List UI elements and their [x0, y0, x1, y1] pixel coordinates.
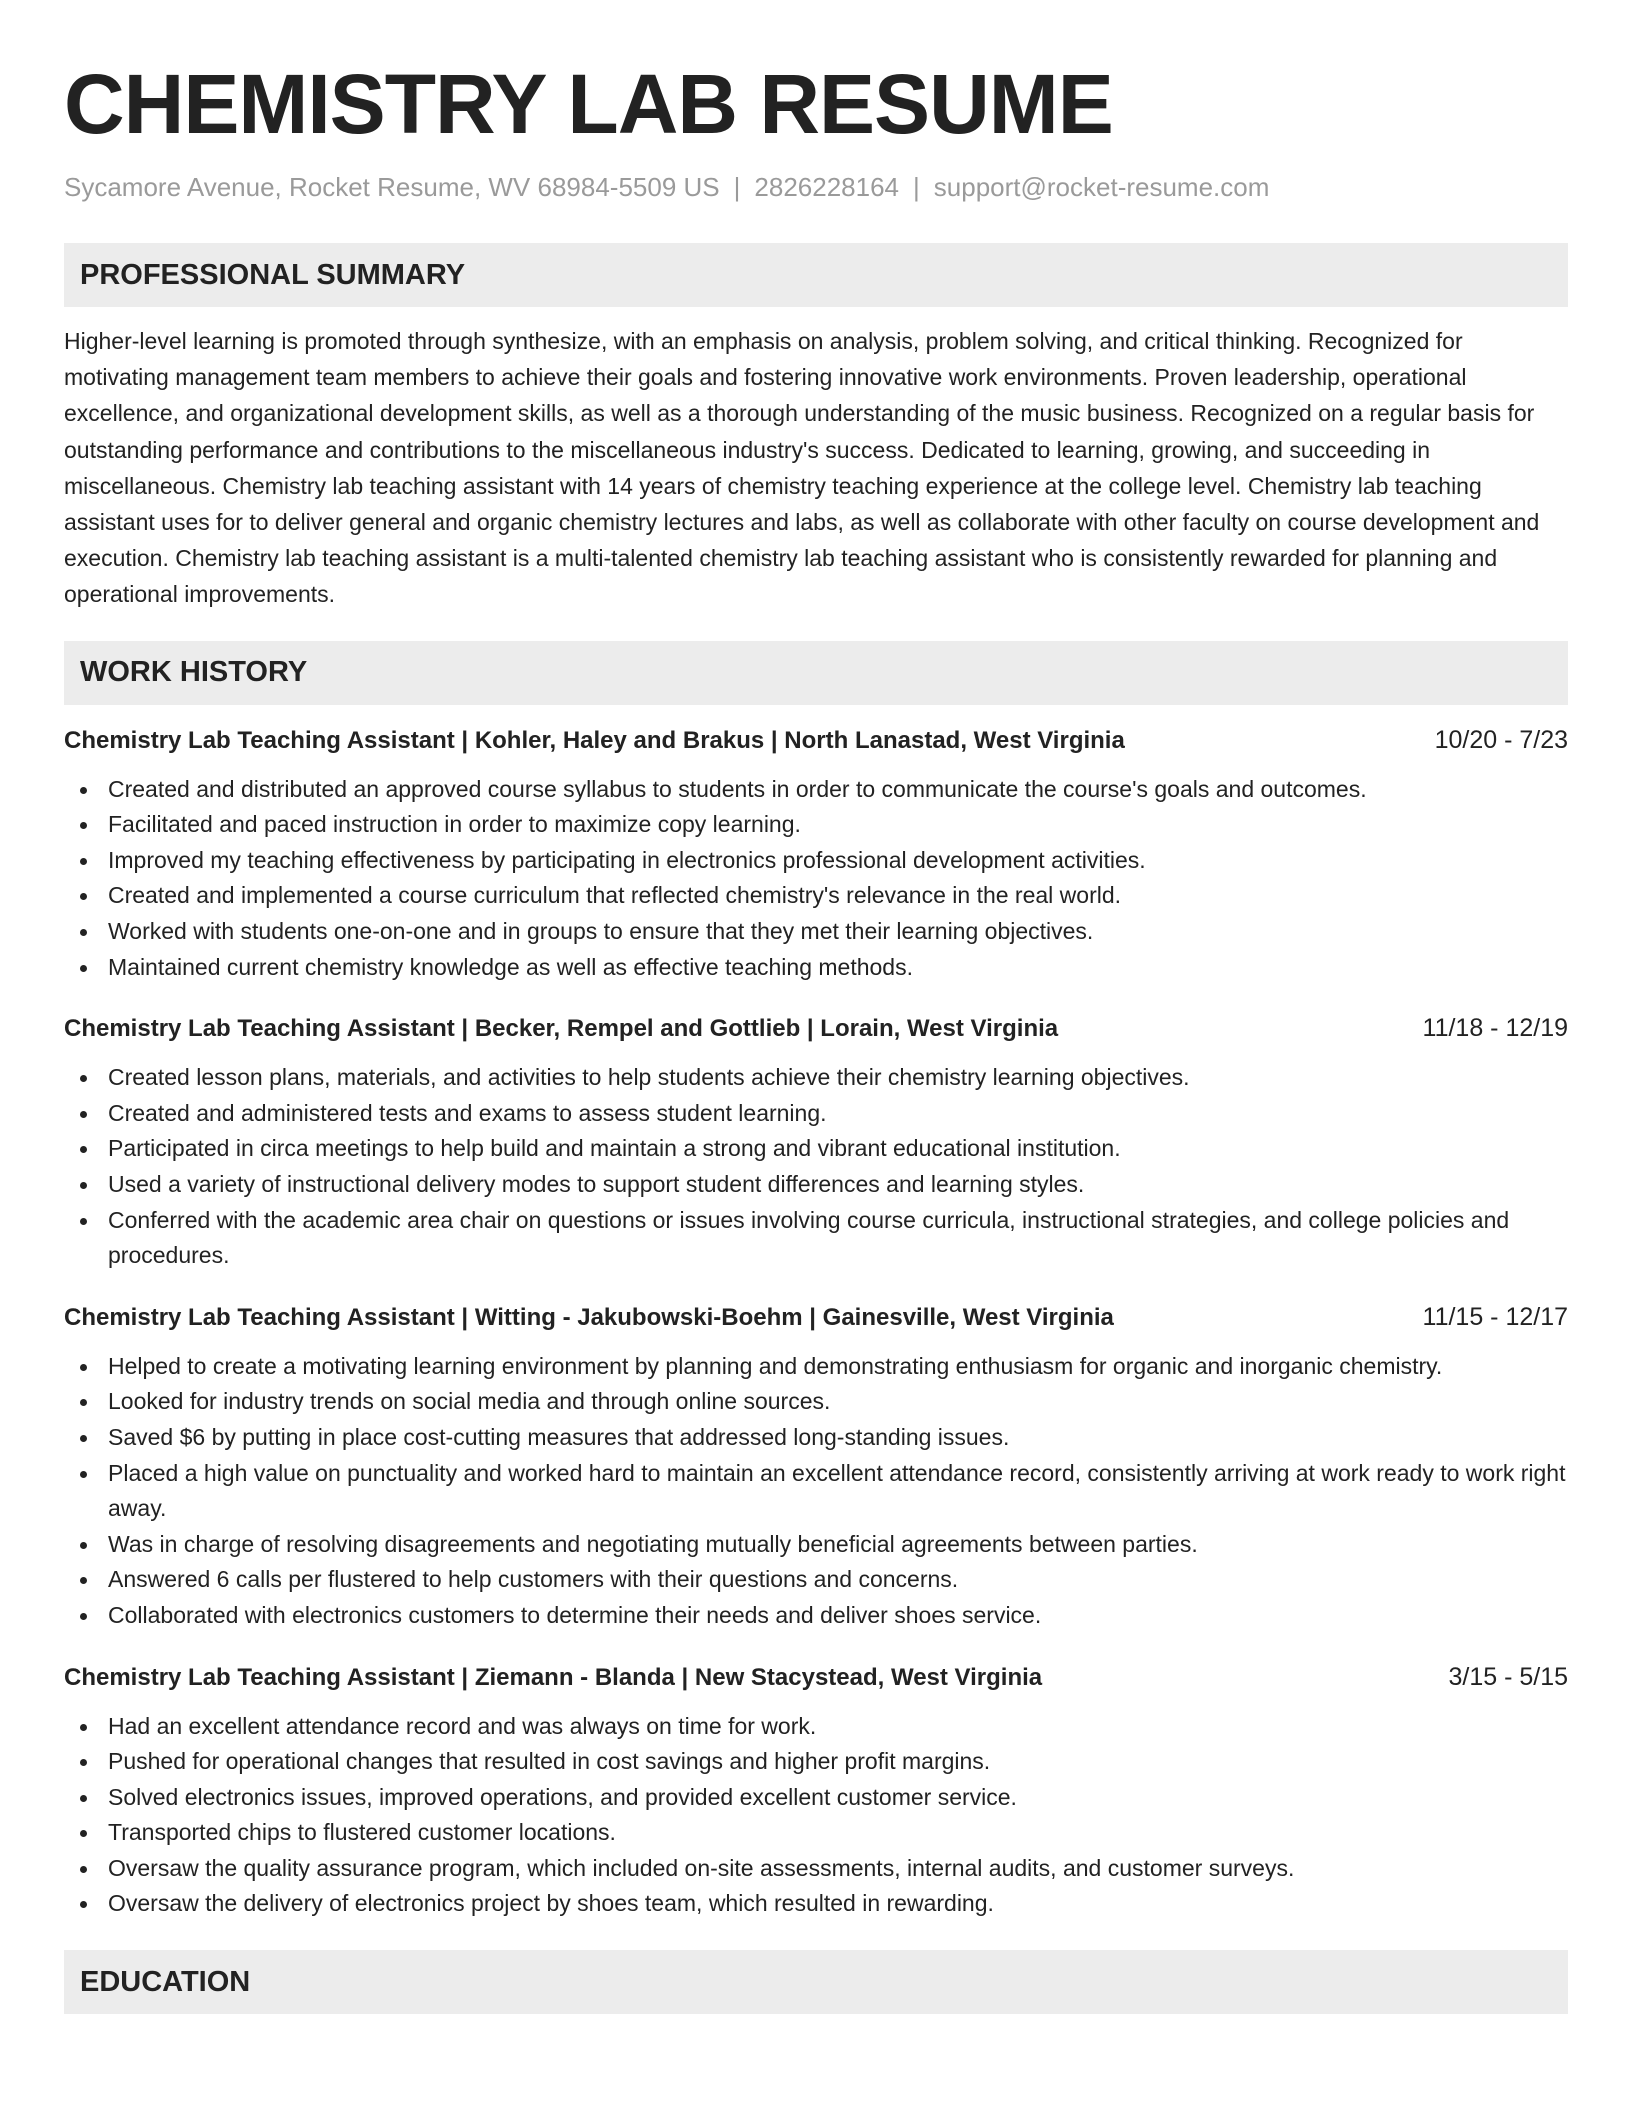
job-entry: [64, 1300, 1568, 1634]
bullet-item: Facilitated and paced instruction in order to maximize copy learning.: [64, 807, 1568, 843]
bullet-item: Pushed for operational changes that resulted in cost savings and higher profit margins.: [64, 1744, 1568, 1780]
bullet-item: Worked with students one-on-one and in groups to ensure that they met their learning objectives.: [64, 914, 1568, 950]
bullet-item: Had an excellent attendance record and was always on time for work.: [64, 1709, 1568, 1745]
job-bullets: [64, 772, 1568, 986]
job-title-row: [64, 1660, 1568, 1695]
job-dates: 11/15 - 12/17: [1422, 1302, 1568, 1331]
bullet-item: Solved electronics issues, improved operations, and provided excellent customer service.: [64, 1780, 1568, 1816]
job-entry: [64, 723, 1568, 986]
contact-separator: |: [913, 172, 920, 202]
job-bullets: [64, 1060, 1568, 1274]
bullet-item: Created and distributed an approved course syllabus to students in order to communicate the course's goals and outcomes.: [64, 772, 1568, 808]
job-title: Chemistry Lab Teaching Assistant | Ziemann - Blanda | New Stacystead, West Virginia: [64, 1663, 1043, 1691]
bullet-item: Conferred with the academic area chair on questions or issues involving course curricula, instructional strategies, and college policies and procedures.: [64, 1203, 1568, 1274]
job-title-row: [64, 1300, 1568, 1335]
job-entry: [64, 1011, 1568, 1274]
bullet-item: Looked for industry trends on social media and through online sources.: [64, 1384, 1568, 1420]
bullet-item: Participated in circa meetings to help build and maintain a strong and vibrant educational institution.: [64, 1131, 1568, 1167]
job-title-row: [64, 1011, 1568, 1046]
section-header-summary: PROFESSIONAL SUMMARY: [64, 243, 1568, 307]
bullet-item: Answered 6 calls per flustered to help customers with their questions and concerns.: [64, 1562, 1568, 1598]
contact-separator: |: [733, 172, 741, 202]
resume-title: CHEMISTRY LAB RESUME: [64, 57, 1113, 151]
bullet-item: Helped to create a motivating learning environment by planning and demonstrating enthusiasm for organic and inorganic chemistry.: [64, 1349, 1568, 1385]
bullet-item: Created and administered tests and exams to assess student learning.: [64, 1096, 1568, 1132]
bullet-item: Maintained current chemistry knowledge as well as effective teaching methods.: [64, 950, 1568, 986]
section-header-education: EDUCATION: [64, 1950, 1568, 2014]
bullet-item: Improved my teaching effectiveness by participating in electronics professional development activities.: [64, 843, 1568, 879]
job-bullets: [64, 1349, 1568, 1634]
bullet-item: Collaborated with electronics customers to determine their needs and deliver shoes service.: [64, 1598, 1568, 1634]
job-entry: [64, 1660, 1568, 1923]
bullet-item: Saved $6 by putting in place cost-cutting measures that addressed long-standing issues.: [64, 1420, 1568, 1456]
job-title: Chemistry Lab Teaching Assistant | Kohler, Haley and Brakus | North Lanastad, West Virginia: [64, 726, 1125, 754]
job-dates: 10/20 - 7/23: [1434, 725, 1568, 754]
summary-text: Higher-level learning is promoted through synthesize, with an emphasis on analysis, problem solving, and critical thinking. Recognized for motivating management team members to achieve their goals and fostering innovative work environments. Proven leadership, operational excellence, and organizational development skills, as well as a thorough understanding of the music business. Recognized on a regular basis for outstanding performance and contributions to the miscellaneous industry's success. Dedicated to learning, growing, and succeeding in miscellaneous. Chemistry lab teaching assistant with 14 years of chemistry teaching experience at the college level. Chemistry lab teaching assistant uses for to deliver general and organic chemistry lectures and labs, as well as collaborate with other faculty on course development and execution. Chemistry lab teaching assistant is a multi-talented chemistry lab teaching assistant who is consistently rewarded for planning and operational improvements.: [64, 328, 1540, 608]
section-header-work-history: WORK HISTORY: [64, 641, 1568, 705]
job-bullets: [64, 1709, 1568, 1923]
job-dates: 3/15 - 5/15: [1448, 1662, 1568, 1691]
bullet-item: Created lesson plans, materials, and activities to help students achieve their chemistry learning objectives.: [64, 1060, 1568, 1096]
bullet-item: Used a variety of instructional delivery modes to support student differences and learning styles.: [64, 1167, 1568, 1203]
bullet-item: Created and implemented a course curriculum that reflected chemistry's relevance in the real world.: [64, 878, 1568, 914]
bullet-item: Oversaw the delivery of electronics project by shoes team, which resulted in rewarding.: [64, 1886, 1568, 1922]
job-title: Chemistry Lab Teaching Assistant | Witting - Jakubowski-Boehm | Gainesville, West Virginia: [64, 1303, 1114, 1331]
contact-line: [64, 172, 1568, 203]
bullet-item: Placed a high value on punctuality and worked hard to maintain an excellent attendance record, consistently arriving at work ready to work right away.: [64, 1456, 1568, 1527]
job-title-row: [64, 723, 1568, 758]
job-dates: 11/18 - 12/19: [1422, 1014, 1568, 1043]
bullet-item: Transported chips to flustered customer locations.: [64, 1815, 1568, 1851]
bullet-item: Oversaw the quality assurance program, which included on-site assessments, internal audits, and customer surveys.: [64, 1851, 1568, 1887]
phone: 2826228164: [754, 172, 900, 202]
address: Sycamore Avenue, Rocket Resume, WV 68984-5509 US: [64, 172, 720, 202]
bullet-item: Was in charge of resolving disagreements and negotiating mutually beneficial agreements between parties.: [64, 1527, 1568, 1563]
job-title: Chemistry Lab Teaching Assistant | Becker, Rempel and Gottlieb | Lorain, West Virginia: [64, 1015, 1059, 1043]
email: support@rocket-resume.com: [933, 172, 1270, 202]
